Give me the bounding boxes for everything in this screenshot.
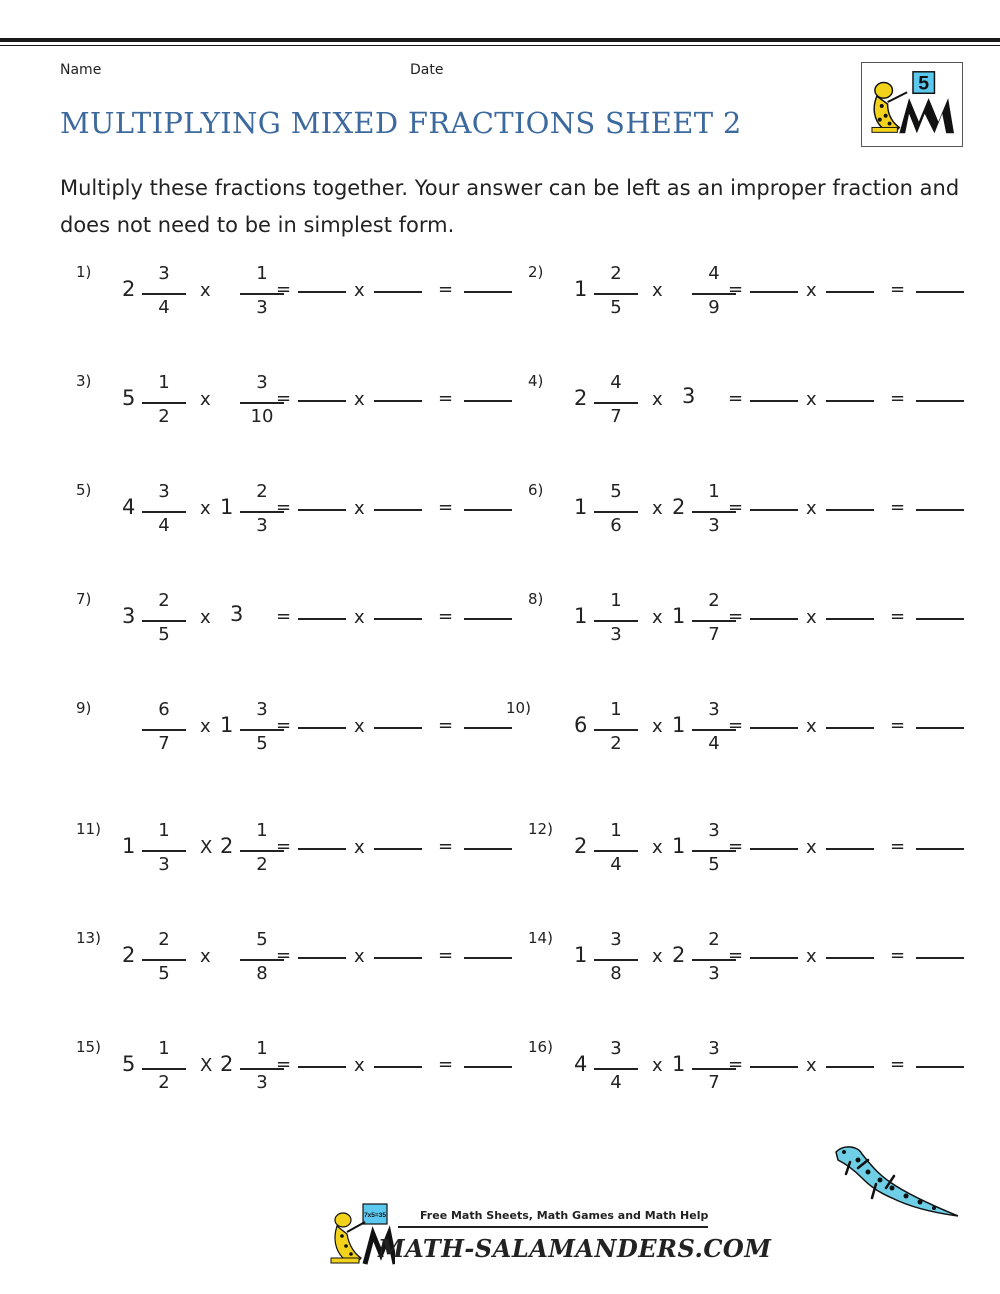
equals-sign: = — [438, 1054, 454, 1075]
whole-number: 2 — [672, 943, 686, 967]
equals-sign: = — [728, 836, 744, 857]
times-sign: X — [200, 1055, 213, 1076]
answer-blank — [298, 618, 346, 620]
answer-blank — [298, 727, 346, 729]
fraction — [594, 1038, 638, 1104]
answer-blank — [750, 509, 798, 511]
times-sign: x — [652, 946, 663, 967]
equals-sign: = — [276, 715, 292, 736]
answer-blank — [374, 618, 422, 620]
whole-number: 2 — [122, 277, 136, 301]
whole-number: 1 — [672, 1052, 686, 1076]
times-sign: x — [200, 607, 211, 628]
answer-blank — [464, 291, 512, 293]
equals-sign: = — [728, 1054, 744, 1075]
fraction-denominator: 5 — [708, 854, 720, 875]
fraction — [594, 372, 638, 438]
fraction-numerator: 3 — [158, 263, 170, 284]
answer-blank — [298, 1066, 346, 1068]
fraction-denominator: 3 — [256, 297, 268, 318]
fraction-bar — [142, 620, 186, 622]
answer-blank — [464, 848, 512, 850]
times-sign: x — [200, 946, 211, 967]
fraction — [594, 590, 638, 656]
fraction-bar — [142, 511, 186, 513]
answer-blank — [916, 957, 964, 959]
problem-9 — [76, 699, 521, 779]
footer-site-name: MATH-SALAMANDERS.COM — [378, 1234, 772, 1263]
answer-blank — [374, 400, 422, 402]
fraction-denominator: 10 — [250, 406, 274, 427]
fraction-numerator: 3 — [256, 372, 268, 393]
problem-number: 13) — [76, 929, 101, 947]
fraction-denominator: 6 — [610, 515, 622, 536]
problem-10 — [506, 699, 951, 779]
top-rule-thick — [0, 38, 1000, 42]
times-sign: x — [652, 716, 663, 737]
fraction-bar — [594, 1068, 638, 1070]
fraction-denominator: 3 — [610, 624, 622, 645]
answer-blank — [826, 957, 874, 959]
times-sign: x — [354, 946, 365, 967]
answer-blank — [750, 618, 798, 620]
times-sign: x — [354, 498, 365, 519]
equals-sign: = — [890, 279, 906, 300]
fraction — [142, 929, 186, 995]
problem-number: 9) — [76, 699, 92, 717]
answer-blank — [750, 848, 798, 850]
whole-number: 3 — [682, 384, 696, 408]
answer-blank — [374, 509, 422, 511]
fraction-numerator: 6 — [158, 699, 170, 720]
times-sign: x — [354, 280, 365, 301]
fraction-denominator: 7 — [610, 406, 622, 427]
answer-blank — [464, 957, 512, 959]
fraction — [594, 820, 638, 886]
times-sign: x — [652, 389, 663, 410]
times-sign: x — [806, 389, 817, 410]
answer-blank — [750, 400, 798, 402]
fraction-numerator: 3 — [256, 699, 268, 720]
whole-number: 5 — [122, 1052, 136, 1076]
times-sign: x — [354, 1055, 365, 1076]
answer-blank — [826, 727, 874, 729]
equals-sign: = — [728, 715, 744, 736]
whole-number: 1 — [672, 604, 686, 628]
fraction — [594, 481, 638, 547]
fraction-bar — [594, 959, 638, 961]
fraction-numerator: 1 — [708, 481, 720, 502]
fraction-numerator: 1 — [610, 699, 622, 720]
fraction-denominator: 8 — [610, 963, 622, 984]
equals-sign: = — [276, 279, 292, 300]
whole-number: 2 — [672, 495, 686, 519]
fraction-numerator: 3 — [610, 1038, 622, 1059]
fraction-bar — [594, 850, 638, 852]
problem-number: 10) — [506, 699, 531, 717]
answer-blank — [374, 1066, 422, 1068]
answer-blank — [916, 509, 964, 511]
equals-sign: = — [728, 945, 744, 966]
whole-number: 6 — [574, 713, 588, 737]
problem-number: 3) — [76, 372, 92, 390]
times-sign: x — [806, 716, 817, 737]
answer-blank — [916, 848, 964, 850]
fraction-bar — [142, 729, 186, 731]
answer-blank — [464, 400, 512, 402]
whole-number: 1 — [122, 834, 136, 858]
salamander-icon — [828, 1140, 963, 1225]
salamander-grade-icon — [862, 63, 962, 146]
answer-blank — [374, 727, 422, 729]
times-sign: x — [806, 837, 817, 858]
times-sign: x — [200, 716, 211, 737]
fraction-denominator: 2 — [610, 733, 622, 754]
answer-blank — [298, 509, 346, 511]
equals-sign: = — [438, 836, 454, 857]
whole-number: 5 — [122, 386, 136, 410]
whole-number: 4 — [122, 495, 136, 519]
problem-number: 12) — [528, 820, 553, 838]
times-sign: x — [806, 607, 817, 628]
footer-tagline: Free Math Sheets, Math Games and Math Help — [420, 1209, 709, 1222]
fraction-denominator: 7 — [708, 1072, 720, 1093]
fraction-numerator: 3 — [610, 929, 622, 950]
fraction-numerator: 2 — [610, 263, 622, 284]
footer-badge-text: 7x5=35 — [364, 1212, 386, 1219]
times-sign: x — [354, 716, 365, 737]
problem-number: 2) — [528, 263, 544, 281]
fraction — [142, 699, 186, 765]
problem-number: 5) — [76, 481, 92, 499]
times-sign: x — [200, 498, 211, 519]
fraction-denominator: 7 — [708, 624, 720, 645]
answer-blank — [298, 848, 346, 850]
answer-blank — [916, 291, 964, 293]
times-sign: x — [806, 1055, 817, 1076]
answer-blank — [826, 509, 874, 511]
fraction-bar — [142, 402, 186, 404]
whole-number: 1 — [574, 943, 588, 967]
fraction-denominator: 5 — [256, 733, 268, 754]
fraction-denominator: 4 — [610, 1072, 622, 1093]
answer-blank — [464, 509, 512, 511]
times-sign: x — [652, 837, 663, 858]
fraction-numerator: 2 — [158, 929, 170, 950]
equals-sign: = — [728, 606, 744, 627]
fraction-numerator: 5 — [256, 929, 268, 950]
fraction-denominator: 7 — [158, 733, 170, 754]
problem-7 — [76, 590, 521, 670]
footer-rule — [398, 1226, 708, 1228]
equals-sign: = — [276, 606, 292, 627]
problem-3 — [76, 372, 521, 452]
answer-blank — [826, 291, 874, 293]
equals-sign: = — [438, 945, 454, 966]
fraction-denominator: 9 — [708, 297, 720, 318]
fraction-numerator: 1 — [256, 1038, 268, 1059]
whole-number: 1 — [220, 495, 234, 519]
salamander-illustration — [828, 1140, 963, 1225]
fraction-numerator: 2 — [256, 481, 268, 502]
fraction-bar — [142, 293, 186, 295]
fraction — [142, 481, 186, 547]
fraction-numerator: 3 — [708, 820, 720, 841]
equals-sign: = — [276, 1054, 292, 1075]
equals-sign: = — [890, 1054, 906, 1075]
answer-blank — [750, 957, 798, 959]
fraction-numerator: 2 — [708, 590, 720, 611]
problem-number: 4) — [528, 372, 544, 390]
problem-14 — [528, 929, 973, 1009]
times-sign: x — [806, 946, 817, 967]
fraction-denominator: 4 — [158, 515, 170, 536]
times-sign: x — [200, 389, 211, 410]
problem-16 — [528, 1038, 973, 1118]
fraction-denominator: 5 — [158, 963, 170, 984]
fraction-numerator: 1 — [158, 372, 170, 393]
problem-8 — [528, 590, 973, 670]
fraction-denominator: 8 — [256, 963, 268, 984]
whole-number: 1 — [574, 495, 588, 519]
fraction — [142, 372, 186, 438]
problem-1 — [76, 263, 521, 343]
grade-logo — [861, 62, 963, 147]
times-sign: x — [806, 498, 817, 519]
problem-number: 1) — [76, 263, 92, 281]
problem-5 — [76, 481, 521, 561]
fraction-denominator: 3 — [708, 515, 720, 536]
name-label: Name — [60, 62, 102, 78]
equals-sign: = — [438, 715, 454, 736]
answer-blank — [298, 400, 346, 402]
problem-number: 14) — [528, 929, 553, 947]
times-sign: x — [652, 607, 663, 628]
equals-sign: = — [438, 279, 454, 300]
whole-number: 2 — [574, 834, 588, 858]
times-sign: x — [652, 280, 663, 301]
fraction-numerator: 3 — [708, 699, 720, 720]
equals-sign: = — [276, 388, 292, 409]
fraction-bar — [142, 850, 186, 852]
answer-blank — [374, 848, 422, 850]
equals-sign: = — [890, 715, 906, 736]
fraction-denominator: 5 — [610, 297, 622, 318]
fraction — [594, 263, 638, 329]
equals-sign: = — [728, 388, 744, 409]
fraction-denominator: 5 — [158, 624, 170, 645]
equals-sign: = — [438, 388, 454, 409]
answer-blank — [826, 1066, 874, 1068]
fraction-numerator: 4 — [610, 372, 622, 393]
problem-2 — [528, 263, 973, 343]
equals-sign: = — [890, 945, 906, 966]
fraction — [142, 1038, 186, 1104]
fraction-bar — [594, 402, 638, 404]
answer-blank — [374, 957, 422, 959]
equals-sign: = — [276, 945, 292, 966]
answer-blank — [826, 618, 874, 620]
whole-number: 3 — [230, 602, 244, 626]
problem-6 — [528, 481, 973, 561]
equals-sign: = — [276, 836, 292, 857]
whole-number: 1 — [574, 277, 588, 301]
fraction-numerator: 2 — [158, 590, 170, 611]
fraction-bar — [594, 620, 638, 622]
problem-number: 16) — [528, 1038, 553, 1056]
fraction-denominator: 2 — [158, 1072, 170, 1093]
fraction-numerator: 1 — [256, 263, 268, 284]
top-rule-thin — [0, 45, 1000, 46]
fraction-denominator: 3 — [708, 963, 720, 984]
fraction-numerator: 1 — [610, 590, 622, 611]
fraction-numerator: 1 — [158, 1038, 170, 1059]
times-sign: x — [354, 607, 365, 628]
answer-blank — [916, 400, 964, 402]
answer-blank — [464, 727, 512, 729]
answer-blank — [750, 727, 798, 729]
times-sign: x — [354, 837, 365, 858]
times-sign: x — [200, 280, 211, 301]
fraction — [142, 820, 186, 886]
fraction — [142, 263, 186, 329]
fraction-numerator: 3 — [158, 481, 170, 502]
answer-blank — [464, 1066, 512, 1068]
fraction-numerator: 1 — [158, 820, 170, 841]
times-sign: x — [652, 1055, 663, 1076]
grade-badge-text: 5 — [918, 72, 930, 95]
fraction-bar — [594, 511, 638, 513]
fraction-bar — [594, 293, 638, 295]
problem-13 — [76, 929, 521, 1009]
equals-sign: = — [890, 497, 906, 518]
times-sign: X — [200, 837, 213, 858]
answer-blank — [298, 957, 346, 959]
equals-sign: = — [276, 497, 292, 518]
answer-blank — [916, 727, 964, 729]
answer-blank — [750, 1066, 798, 1068]
fraction-numerator: 5 — [610, 481, 622, 502]
times-sign: x — [652, 498, 663, 519]
equals-sign: = — [890, 388, 906, 409]
fraction — [142, 590, 186, 656]
answer-blank — [826, 848, 874, 850]
equals-sign: = — [438, 497, 454, 518]
whole-number: 2 — [122, 943, 136, 967]
problem-number: 15) — [76, 1038, 101, 1056]
answer-blank — [826, 400, 874, 402]
instructions: Multiply these fractions together. Your answer can be left as an improper fraction and does not need to be in simplest form. — [60, 176, 960, 237]
answer-blank — [374, 291, 422, 293]
date-label: Date — [410, 62, 444, 78]
fraction-denominator: 4 — [708, 733, 720, 754]
equals-sign: = — [890, 836, 906, 857]
times-sign: x — [806, 280, 817, 301]
fraction-denominator: 4 — [158, 297, 170, 318]
fraction-bar — [594, 729, 638, 731]
fraction-denominator: 2 — [158, 406, 170, 427]
fraction-numerator: 1 — [610, 820, 622, 841]
whole-number: 4 — [574, 1052, 588, 1076]
whole-number: 2 — [220, 834, 234, 858]
fraction-numerator: 3 — [708, 1038, 720, 1059]
problem-12 — [528, 820, 973, 900]
fraction — [594, 699, 638, 765]
fraction-denominator: 3 — [256, 515, 268, 536]
fraction-numerator: 1 — [256, 820, 268, 841]
problem-number: 7) — [76, 590, 92, 608]
answer-blank — [464, 618, 512, 620]
equals-sign: = — [438, 606, 454, 627]
answer-blank — [298, 291, 346, 293]
page-title: MULTIPLYING MIXED FRACTIONS SHEET 2 — [60, 106, 742, 140]
fraction-bar — [142, 1068, 186, 1070]
problem-15 — [76, 1038, 521, 1118]
fraction-bar — [142, 959, 186, 961]
problem-number: 11) — [76, 820, 101, 838]
fraction-denominator: 3 — [158, 854, 170, 875]
times-sign: x — [354, 389, 365, 410]
problem-number: 8) — [528, 590, 544, 608]
answer-blank — [916, 1066, 964, 1068]
fraction-denominator: 2 — [256, 854, 268, 875]
problem-number: 6) — [528, 481, 544, 499]
whole-number: 3 — [122, 604, 136, 628]
whole-number: 2 — [574, 386, 588, 410]
whole-number: 2 — [220, 1052, 234, 1076]
whole-number: 1 — [574, 604, 588, 628]
equals-sign: = — [728, 279, 744, 300]
fraction-numerator: 4 — [708, 263, 720, 284]
whole-number: 1 — [672, 713, 686, 737]
fraction-denominator: 3 — [256, 1072, 268, 1093]
whole-number: 1 — [672, 834, 686, 858]
fraction-denominator: 4 — [610, 854, 622, 875]
fraction-numerator: 2 — [708, 929, 720, 950]
answer-blank — [916, 618, 964, 620]
whole-number: 1 — [220, 713, 234, 737]
equals-sign: = — [890, 606, 906, 627]
problem-11 — [76, 820, 521, 900]
problem-4 — [528, 372, 973, 452]
answer-blank — [750, 291, 798, 293]
fraction — [594, 929, 638, 995]
equals-sign: = — [728, 497, 744, 518]
